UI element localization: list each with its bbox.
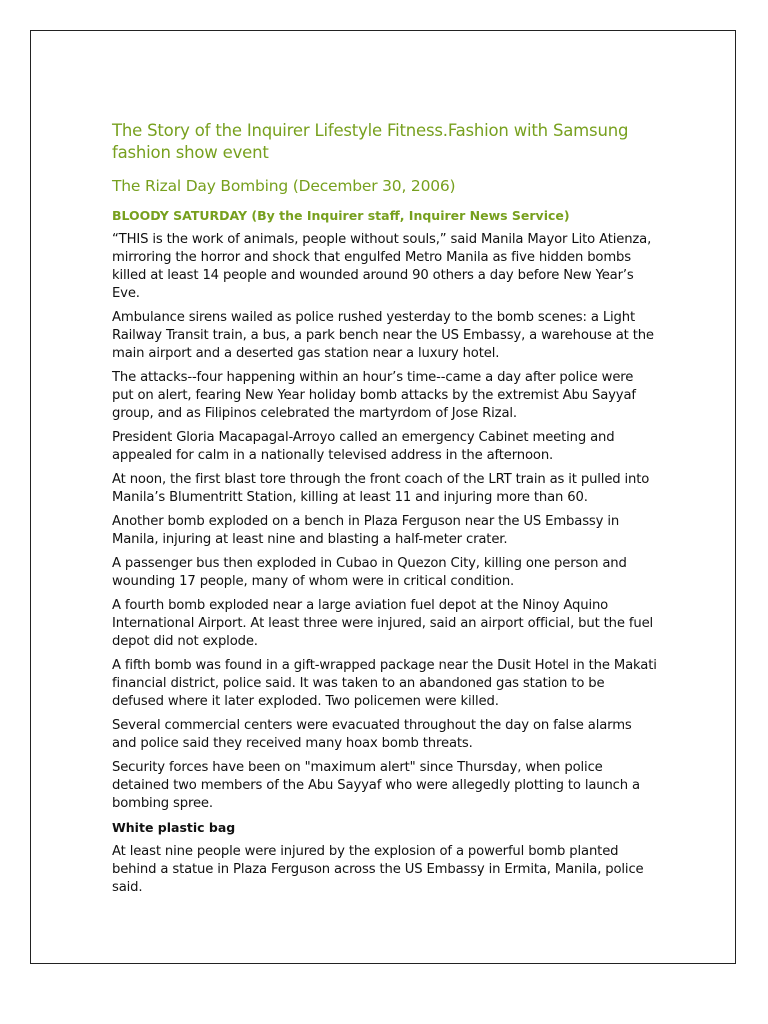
- paragraph: The attacks--four happening within an hour’s time--came a day after police were put on alert, fearing New Year holiday bomb attacks by the extremist Abu Sayyaf group, and as Filipinos celebrated the martyrdom of Jose Rizal.: [112, 370, 636, 421]
- paragraph: At noon, the first blast tore through the front coach of the LRT train as it pulled into Manila’s Blumentritt Station, killing at least 11 and injuring more than 60.: [112, 472, 650, 505]
- paragraph: “THIS is the work of animals, people without souls,” said Manila Mayor Lito Atienza, mirroring the horror and shock that engulfed Metro Manila as five hidden bombs killed at least 14 people and wounded around 90 others a day before New Year’s Eve.: [112, 232, 652, 301]
- paragraph: A fifth bomb was found in a gift-wrapped package near the Dusit Hotel in the Makati financial district, police said. It was taken to an abandoned gas station to be defused where it later exploded. Two policemen were killed.: [112, 658, 657, 709]
- paragraph: Ambulance sirens wailed as police rushed yesterday to the bomb scenes: a Light Railway Transit train, a bus, a park bench near the US Embassy, a warehouse at the main airport and a deserted gas station near a luxury hotel.: [112, 310, 654, 361]
- section-heading: BLOODY SATURDAY (By the Inquirer staff, Inquirer News Service): [112, 208, 570, 223]
- paragraph: Security forces have been on "maximum alert" since Thursday, when police detained two members of the Abu Sayyaf who were allegedly plotting to launch a bombing spree.: [112, 760, 640, 811]
- document-subtitle: The Rizal Day Bombing (December 30, 2006): [112, 177, 456, 195]
- paragraph: Several commercial centers were evacuated throughout the day on false alarms and police said they received many hoax bomb threats.: [112, 718, 632, 751]
- paragraph: A passenger bus then exploded in Cubao in Quezon City, killing one person and wounding 17 people, many of whom were in critical condition.: [112, 556, 627, 589]
- subheading: White plastic bag: [112, 820, 236, 835]
- paragraph: President Gloria Macapagal-Arroyo called an emergency Cabinet meeting and appealed for calm in a nationally televised address in the afternoon.: [112, 430, 615, 463]
- document-body: [112, 120, 658, 903]
- paragraph: At least nine people were injured by the explosion of a powerful bomb planted behind a statue in Plaza Ferguson across the US Embassy in Ermita, Manila, police said.: [112, 844, 644, 895]
- paragraph: A fourth bomb exploded near a large aviation fuel depot at the Ninoy Aquino International Airport. At least three were injured, said an airport official, but the fuel depot did not explode.: [112, 598, 654, 649]
- document-title: The Story of the Inquirer Lifestyle Fitness.Fashion with Samsung fashion show event: [112, 121, 629, 162]
- paragraph: Another bomb exploded on a bench in Plaza Ferguson near the US Embassy in Manila, injuring at least nine and blasting a half-meter crater.: [112, 514, 620, 547]
